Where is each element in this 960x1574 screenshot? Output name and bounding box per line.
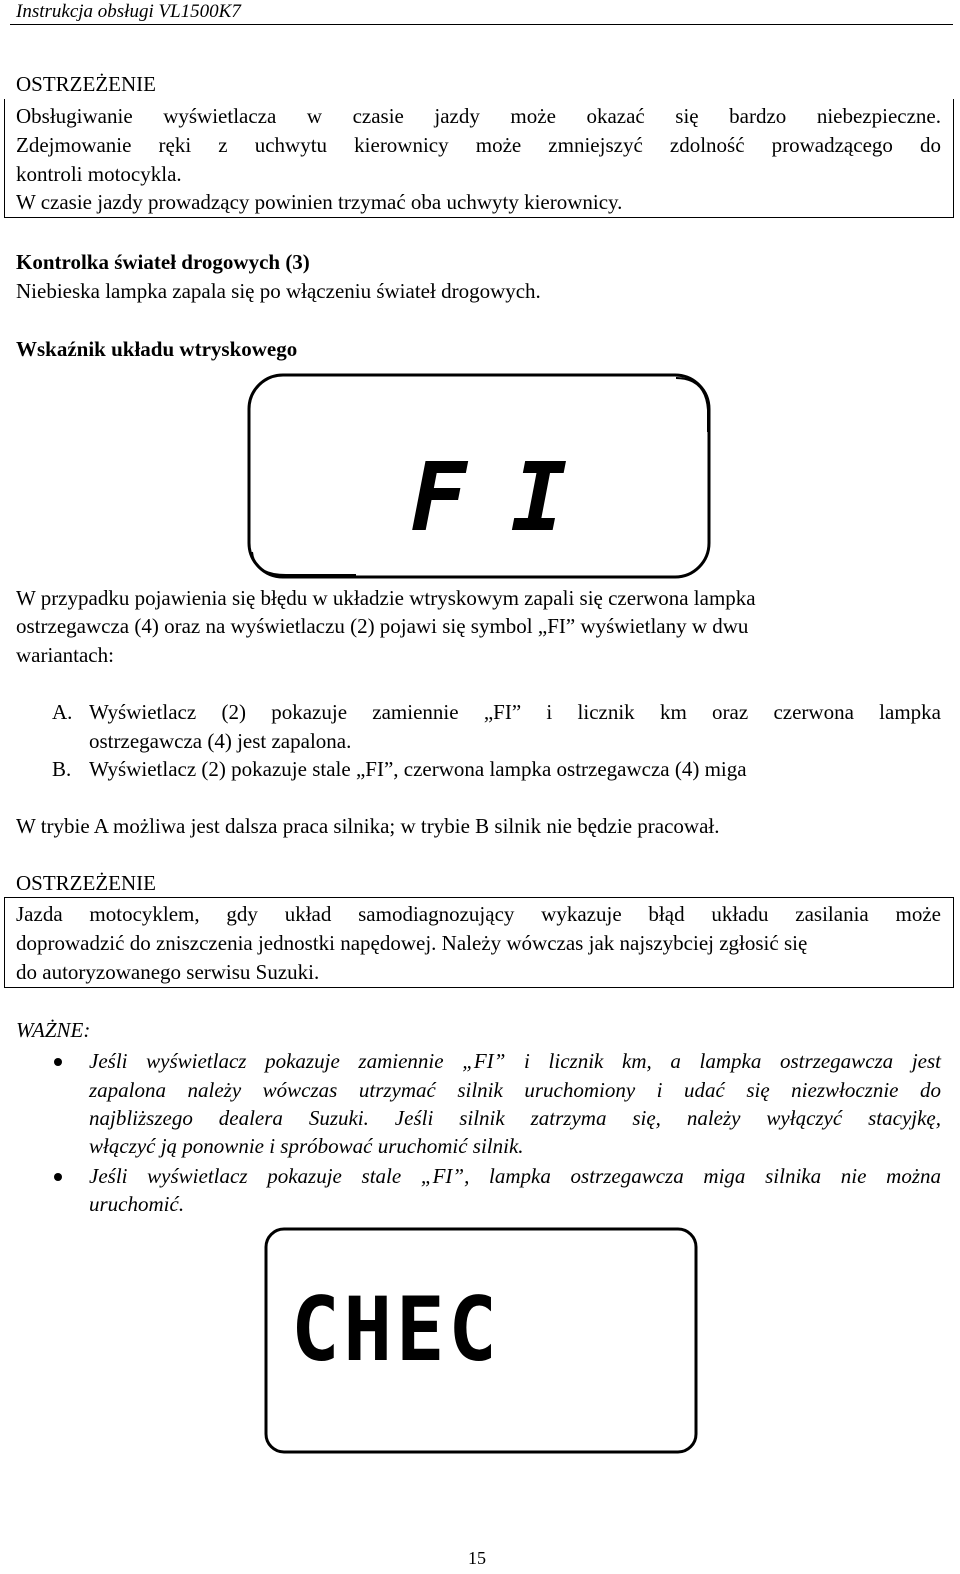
check-display-text: CHEC (291, 1278, 501, 1381)
fi-display-text: FI (410, 444, 612, 553)
warning-line: W czasie jazdy prowadzący powinien trzymać oba uchwyty kierownicy. (16, 190, 623, 214)
fi-paragraph-line: W przypadku pojawienia się błędu w układzie wtryskowym zapali się czerwona lampka (16, 586, 756, 610)
fi-paragraph-line: ostrzegawcza (4) oraz na wyświetlaczu (2) pojawi się symbol „FI” wyświetlany w dwu (16, 614, 749, 638)
warning-heading: OSTRZEŻENIE (16, 72, 156, 96)
variant-a-line: Wyświetlacz (2) pokazuje zamiennie „FI” i licznik km oraz czerwona lampka (89, 700, 941, 724)
warning-line: Jazda motocyklem, gdy układ samodiagnozujący wykazuje błąd układu zasilania może (16, 902, 941, 926)
section-heading-fi: Wskaźnik układu wtryskowego (16, 337, 298, 361)
important-bullet-line: Jeśli wyświetlacz pokazuje zamiennie „FI” i licznik km, a lampka ostrzegawcza jest (89, 1049, 941, 1073)
important-bullet-line: zapalona należy wówczas utrzymać silnik uruchomiony i udać się niezwłocznie do (89, 1078, 941, 1102)
section-heading-highbeam: Kontrolka świateł drogowych (3) (16, 250, 310, 274)
important-heading: WAŻNE: (16, 1018, 91, 1042)
important-bullet-line: włączyć ją ponownie i spróbować uruchomić silnik. (89, 1134, 524, 1158)
variant-a-line: ostrzegawcza (4) jest zapalona. (89, 729, 352, 753)
highbeam-description: Niebieska lampka zapala się po włączeniu świateł drogowych. (16, 279, 541, 303)
check-display-illustration (263, 1226, 699, 1455)
warning-line: kontroli motocykla. (16, 162, 182, 186)
important-bullet-line: uruchomić. (89, 1192, 185, 1216)
warning-heading: OSTRZEŻENIE (16, 871, 156, 895)
important-bullet-line: Jeśli wyświetlacz pokazuje stale „FI”, lampka ostrzegawcza miga silnika nie można (89, 1164, 941, 1188)
fi-display-illustration (246, 372, 714, 580)
variant-a-label: A. (52, 700, 73, 724)
document-header-title: Instrukcja obsługi VL1500K7 (16, 1, 241, 22)
important-bullet-line: najbliższego dealera Suzuki. Jeśli silnik zatrzyma się, należy wyłączyć stacyjkę, (89, 1106, 941, 1130)
mode-description: W trybie A możliwa jest dalsza praca silnika; w trybie B silnik nie będzie pracował. (16, 814, 720, 838)
warning-line: Zdejmowanie ręki z uchwytu kierownicy może zmniejszyć zdolność prowadzącego do (16, 133, 941, 157)
warning-line: Obsługiwanie wyświetlacza w czasie jazdy może okazać się bardzo niebezpieczne. (16, 104, 941, 128)
fi-paragraph-line: wariantach: (16, 643, 114, 667)
warning-line: doprowadzić do zniszczenia jednostki napędowej. Należy wówczas jak najszybciej zgłosić się (16, 931, 808, 955)
header-divider (10, 24, 953, 25)
bullet-icon (54, 1173, 62, 1181)
warning-line: do autoryzowanego serwisu Suzuki. (16, 960, 320, 984)
page-number: 15 (468, 1548, 486, 1568)
variant-b-label: B. (52, 757, 72, 781)
variant-b-line: Wyświetlacz (2) pokazuje stale „FI”, czerwona lampka ostrzegawcza (4) miga (89, 757, 747, 781)
bullet-icon (54, 1058, 62, 1066)
